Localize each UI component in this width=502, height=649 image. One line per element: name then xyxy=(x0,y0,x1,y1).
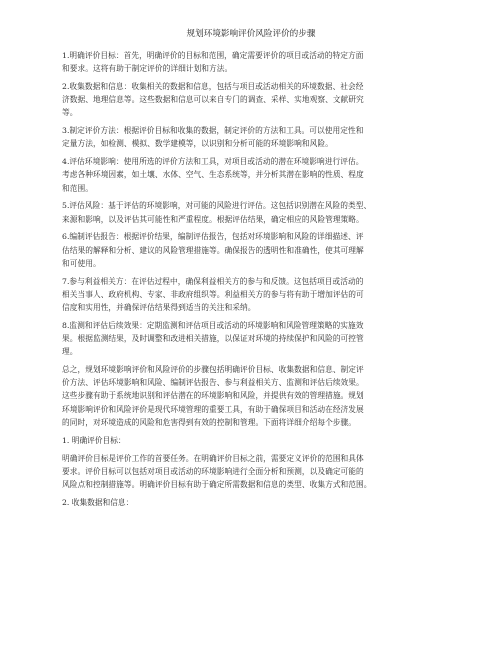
text-line: 和范围。 xyxy=(62,183,93,193)
text-line: 估结果的解释和分析、建议的风险管理措施等。确保报告的透明性和准确性，使其可理解 xyxy=(62,245,364,255)
text-line: 2. 收集数据和信息： xyxy=(62,498,134,508)
section-heading xyxy=(62,434,440,447)
document-title: 规划环境影响评价风险评价的步骤 xyxy=(186,29,316,39)
text-line: 5.评估风险：基于评估的环境影响，对可能的风险进行评估。这包括识别潜在风险的类型、 xyxy=(62,201,372,211)
text-line: 6.编制评估报告：根据评价结果，编制评估报告，包括对环境影响和风险的详细描述、评 xyxy=(62,232,364,242)
paragraph xyxy=(62,49,440,75)
paragraph xyxy=(62,155,440,195)
text-line: 环境影响评价和风险评价是现代环境管理的重要工具，有助于确保项目和活动在经济发展 xyxy=(62,404,364,414)
paragraph xyxy=(62,80,440,120)
text-line: 相关当事人、政府机构、专家、非政府组织等。利益相关方的参与将有助于增加评估的可 xyxy=(62,289,364,299)
paragraph xyxy=(62,363,440,429)
text-line: 济数据、地理信息等。这些数据和信息可以来自专门的调查、采样、实地观察、文献研究 xyxy=(62,95,364,105)
text-line: 这些步骤有助于系统地识别和评估潜在的环境影响和风险，并提供有效的管理措施。规划 xyxy=(62,391,364,401)
text-line: 和可使用。 xyxy=(62,258,101,268)
text-line: 的同时，对环境造成的风险和危害得到有效的控制和管理。下面将详细介绍每个步骤。 xyxy=(62,417,357,427)
text-line: 要求。评价目标可以包括对项目或活动的环境影响进行全面分析和预测，以及确定可能的 xyxy=(62,467,364,477)
text-line: 理。 xyxy=(62,347,78,357)
paragraph xyxy=(62,275,440,315)
text-line: 果。根据监测结果，及时调整和改进相关措施，以保证对环境的持续保护和风险的可控管 xyxy=(62,334,364,344)
text-line: 定量方法，如检测、模拟、数学建模等，以识别和分析可能的环境影响和风险。 xyxy=(62,139,333,149)
paragraph xyxy=(62,319,440,359)
text-line: 2.收集数据和信息：收集相关的数据和信息，包括与项目或活动相关的环境数据、社会经 xyxy=(62,82,364,91)
document-body xyxy=(62,49,440,509)
text-line: 考虑各种环境因素，如土壤、水体、空气、生态系统等，并分析其潜在影响的性质、程度 xyxy=(62,170,364,180)
text-line: 等。 xyxy=(62,108,78,118)
text-line: 和要求。这将有助于制定评价的详细计划和方法。 xyxy=(62,64,233,74)
text-line: 风险点和控制措施等。明确评价目标有助于确定所需数据和信息的类型、收集方式和范围。 xyxy=(62,480,372,490)
paragraph xyxy=(62,230,440,270)
section-heading xyxy=(62,496,440,509)
text-line: 3.制定评价方法：根据评价目标和收集的数据，制定评价的方法和工具。可以使用定性和 xyxy=(62,126,364,136)
text-line: 7.参与利益相关方：在评估过程中，确保利益相关方的参与和反馈。这包括项目或活动的 xyxy=(62,276,364,286)
text-line: 价方法、评估环境影响和风险、编制评估报告、参与利益相关方、监测和评估后续效果。 xyxy=(62,378,364,388)
text-line: 8.监测和评估后续效果：定期监测和评估项目或活动的环境影响和风险管理策略的实施效 xyxy=(62,320,364,330)
text-line: 来源和影响，以及评估其可能性和严重程度。根据评估结果，确定相应的风险管理策略。 xyxy=(62,214,364,224)
paragraph xyxy=(62,452,440,492)
text-line: 1.明确评价目标：首先，明确评价的目标和范围，确定需要评价的项目或活动的特定方面 xyxy=(62,51,364,60)
text-line: 1. 明确评价目标： xyxy=(62,435,126,445)
text-line: 总之，规划环境影响评价和风险评价的步骤包括明确评价目标、收集数据和信息、制定评 xyxy=(62,365,364,375)
paragraph xyxy=(62,124,440,150)
text-line: 4.评估环境影响：使用所选的评价方法和工具，对项目或活动的潜在环境影响进行评估。 xyxy=(62,157,364,167)
text-line: 信度和实用性，并确保评估结果得到适当的关注和采纳。 xyxy=(62,303,256,313)
paragraph xyxy=(62,199,440,225)
text-line: 明确评价目标是评价工作的首要任务。在明确评价目标之前，需要定义评价的范围和具体 xyxy=(62,453,364,463)
